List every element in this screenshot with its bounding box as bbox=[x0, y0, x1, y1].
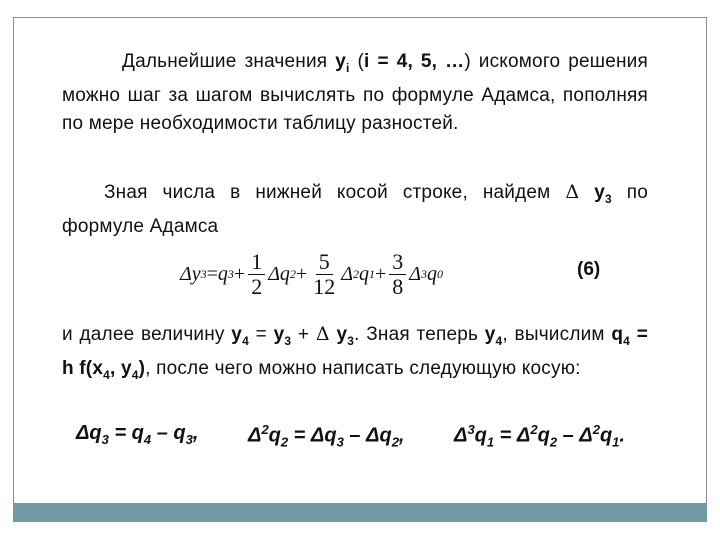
equation-number: (6) bbox=[577, 259, 601, 280]
fraction-3-8: $\frac{3}{8}$ bbox=[389, 250, 406, 299]
footer-bar bbox=[13, 503, 707, 522]
bottom-equation-1: $\Delta q_3 = q_4 - q_3$, bbox=[76, 422, 199, 447]
p2-y3: $y_3$ bbox=[579, 182, 612, 206]
p1-text-3: ) искомого решения можно шаг за шагом вычислять по формуле Адамса, пополняя по мере необходимости таблицу разностей. bbox=[62, 51, 648, 134]
p1-index-list: i = 4, 5, … bbox=[364, 51, 465, 72]
p2-text-2: по формуле Адамса bbox=[62, 182, 649, 237]
bottom-equation-2: $\Delta^2q_2 = \Delta q_3 - \Delta q_2$, bbox=[248, 422, 405, 450]
adams-formula: Δy 3 = q 3 + $\frac{1}{2}$ Δq 2 + $\frac{5}{12}$ Δ 2 q 1 + $\frac{3}{8}$ Δ 3 q 0 bbox=[180, 248, 443, 299]
paragraph-3: и далее величину $y_4 = y_3 + \Delta$ $y_3$. Зная теперь $y_4$, вычислим $q_4 = h$ $f(x_4$, $y_4$), после чего можно написать следующую косую: bbox=[62, 323, 649, 382]
paragraph-1 bbox=[62, 48, 648, 138]
fraction-1-2: $\frac{1}{2}$ bbox=[248, 250, 265, 299]
p1-yi: $y_i$ bbox=[335, 51, 350, 75]
delta-symbol: Δ bbox=[565, 181, 580, 203]
bottom-equation-3: $\Delta^3q_1 = \Delta^2q_2 - \Delta^2q_1$. bbox=[454, 422, 625, 450]
paragraph-2 bbox=[62, 178, 648, 241]
p1-text-2: ( bbox=[349, 51, 365, 72]
fraction-5-12: $\frac{5}{12}$ bbox=[313, 248, 336, 299]
p2-text-1: Зная числа в нижней косой строке, найдем bbox=[104, 182, 566, 203]
p1-text-1: Дальнейшие значения bbox=[122, 51, 336, 72]
